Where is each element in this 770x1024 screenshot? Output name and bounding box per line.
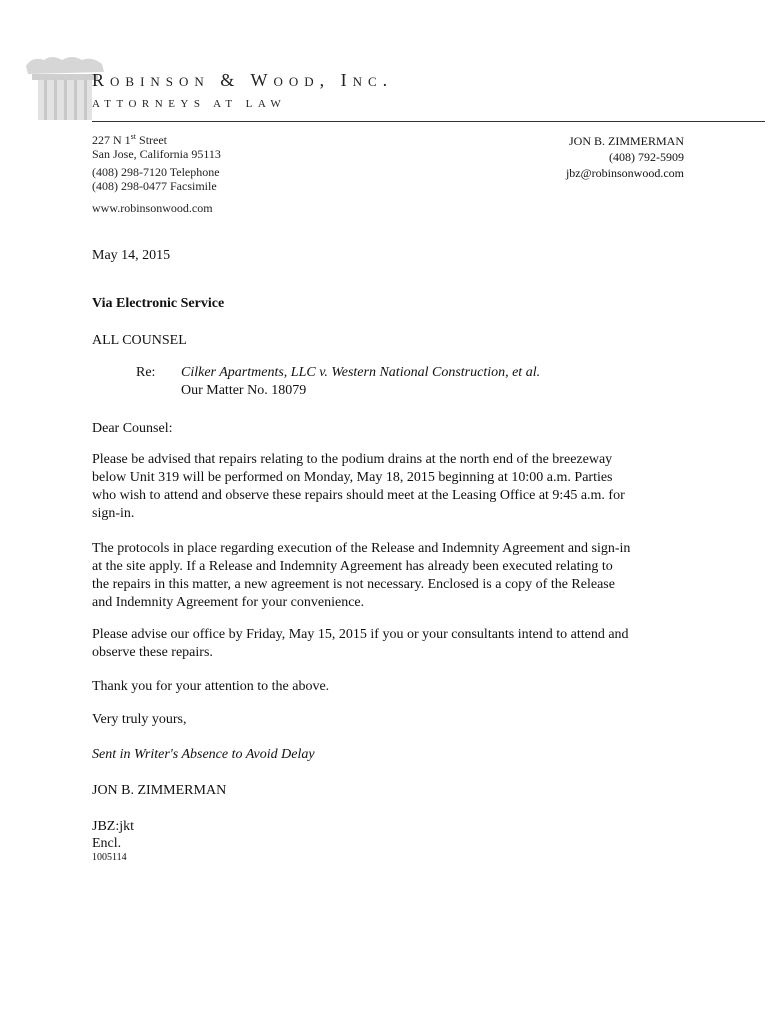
firm-address xyxy=(92,130,221,193)
paragraph-line: sign-in. xyxy=(92,506,135,521)
firm-subtitle: ATTORNEYS AT LAW xyxy=(92,98,287,110)
document-number: 1005114 xyxy=(92,852,127,863)
firm-fax: (408) 298-0477 Facsimile xyxy=(92,179,217,193)
paragraph-line: the repairs in this matter, a new agreement is not necessary. Enclosed is a copy of the Release xyxy=(92,577,615,592)
author-phone: (408) 792-5909 xyxy=(609,150,684,164)
paragraph-line: who wish to attend and observe these repairs should meet at the Leasing Office at 9:45 a.m. for xyxy=(92,488,625,503)
re-block xyxy=(181,364,540,400)
paragraph-line: The protocols in place regarding execution of the Release and Indemnity Agreement and sign-in xyxy=(92,541,631,556)
author-contact-block xyxy=(566,133,684,181)
paragraph-line: at the site apply. If a Release and Indemnity Agreement has already been executed relating to xyxy=(92,559,613,574)
re-matter-number: Our Matter No. 18079 xyxy=(181,383,307,398)
letterhead-divider xyxy=(92,121,765,122)
author-email[interactable]: jbz@robinsonwood.com xyxy=(565,166,684,180)
paragraph-2 xyxy=(92,540,652,612)
paragraph-line: below Unit 319 will be performed on Monday, May 18, 2015 beginning at 10:00 a.m. Parties xyxy=(92,470,613,485)
paragraph-line: Please be advised that repairs relating to the podium drains at the north end of the breezeway xyxy=(92,452,613,467)
paragraph-line: and Indemnity Agreement for your convenience. xyxy=(92,595,365,610)
enclosure-note: Encl. xyxy=(92,836,122,851)
paragraph-line: Please advise our office by Friday, May 15, 2015 if you or your consultants intend to attend and xyxy=(92,627,629,642)
address-city: San Jose, California 95113 xyxy=(92,147,221,161)
paragraph-3 xyxy=(92,626,652,662)
closing: Very truly yours, xyxy=(92,712,187,727)
recipient: ALL COUNSEL xyxy=(92,333,187,348)
typist-initials: JBZ:jkt xyxy=(92,819,135,834)
paragraph-line: observe these repairs. xyxy=(92,645,213,660)
firm-phone: (408) 298-7120 Telephone xyxy=(92,165,220,179)
absence-note: Sent in Writer's Absence to Avoid Delay xyxy=(92,747,315,762)
signer-name: JON B. ZIMMERMAN xyxy=(92,783,227,798)
address-street: 227 N 1st Street xyxy=(92,132,168,147)
delivery-method: Via Electronic Service xyxy=(92,296,225,311)
re-label: Re: xyxy=(136,365,156,380)
paragraph-4: Thank you for your attention to the above. xyxy=(92,679,330,694)
re-case-caption: Cilker Apartments, LLC v. Western National Construction, et al. xyxy=(181,365,541,380)
firm-website[interactable]: www.robinsonwood.com xyxy=(92,201,213,215)
paragraph-1 xyxy=(92,451,652,523)
firm-name: Robinson & Wood, Inc. xyxy=(92,70,394,90)
salutation: Dear Counsel: xyxy=(92,421,173,436)
author-name: JON B. ZIMMERMAN xyxy=(568,134,684,148)
letter-date: May 14, 2015 xyxy=(92,248,171,263)
